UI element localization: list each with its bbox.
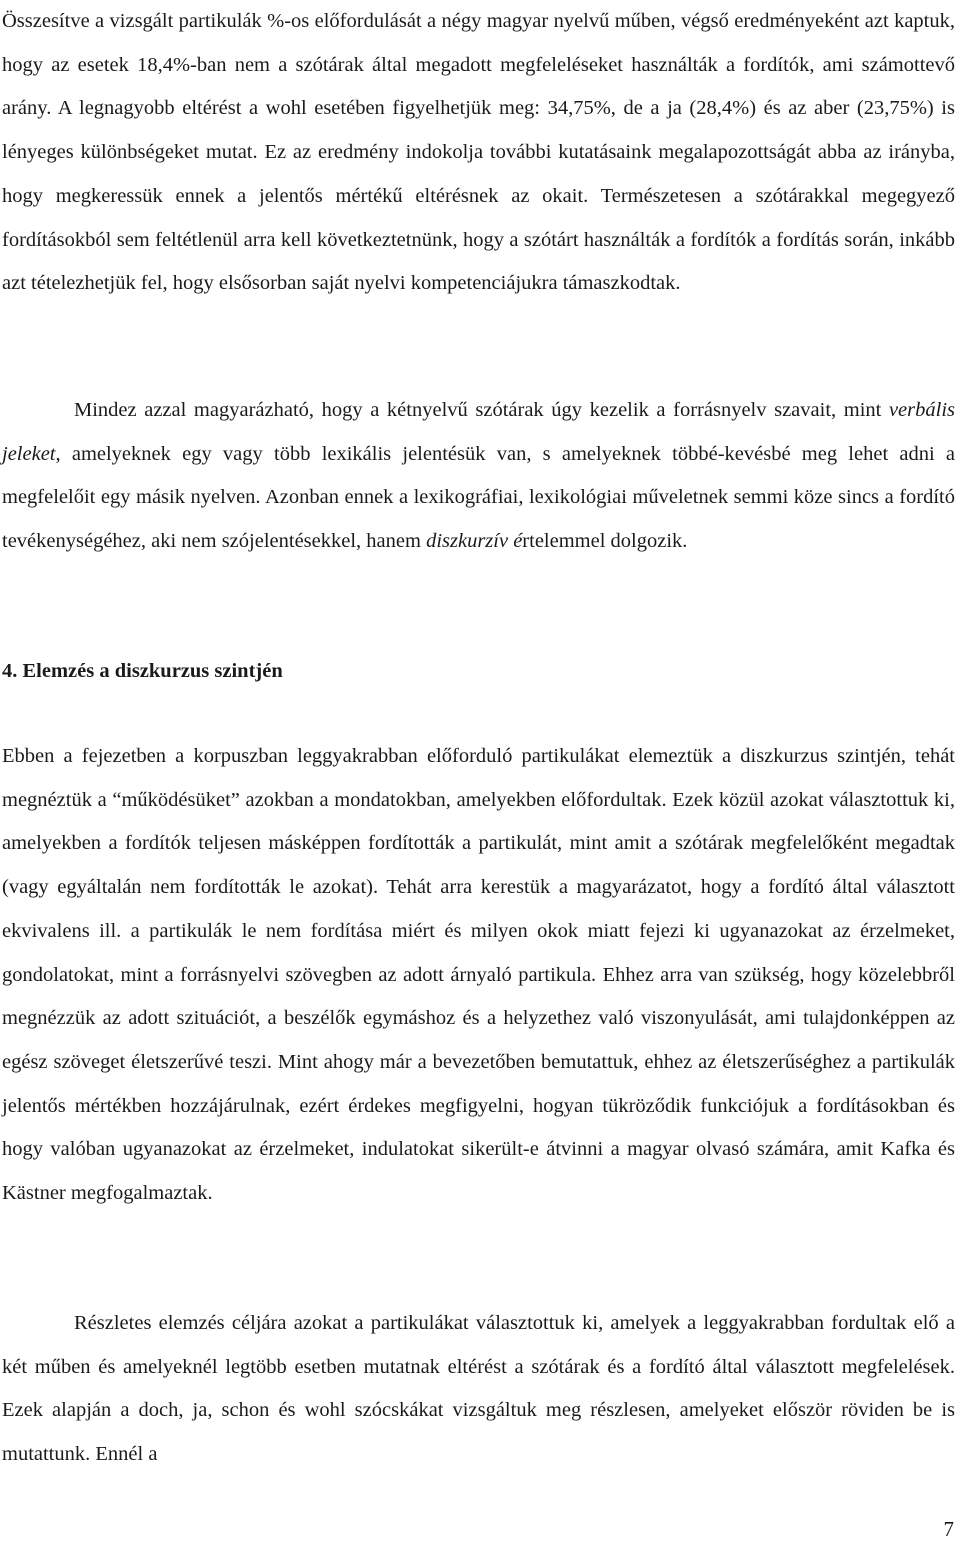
italic-term-discursive: diszkurzív é (426, 530, 523, 553)
section-heading: 4. Elemzés a diszkurzus szintjén (2, 660, 283, 682)
page-number: 7 (943, 1517, 954, 1541)
body-paragraph-summary: Összesítve a vizsgált partikulák %-os előfordulását a négy magyar nyelvű műben, végső eredményeként azt kaptuk, hogy az esetek 18,4%-ban nem a szótárak által megadott megfeleléseket használták a fordítók, ami számottevő arány. A legnagyobb eltérést a wohl esetében figyelhetjük meg: 34,75%, de a ja (28,4%) és az aber (23,75%) is lényeges különbségeket mutat. Ez az eredmény indokolja további kutatásaink megalapozottságát abba az irányba, hogy megkeressük ennek a jelentős mértékű eltérésnek az okait. Természetesen a szótárakkal megegyező fordításokból sem feltétlenül arra kell következtetnünk, hogy a szótárt használták a fordítók a fordítás során, inkább azt tételezhetjük fel, hogy elsősorban saját nyelvi kompetenciájukra támaszkodtak. (2, 10, 955, 295)
paragraph-text: rtelemmel dolgozik. (522, 530, 688, 553)
paragraph-text: Mindez azzal magyarázható, hogy a kétnyelvű szótárak úgy kezelik a forrásnyelv szavait, mint (74, 399, 889, 421)
italic-term-verbal-signs: verbális jeleket (2, 399, 955, 465)
body-paragraph-detailed-analysis: Részletes elemzés céljára azokat a partikulákat választottuk ki, amelyek a leggyakrabban fordultak elő a két műben és amelyeknél legtöbb esetben mutatnak eltérést a szótárak és a fordító által választott megfelelések. Ezek alapján a doch, ja, schon és wohl szócskákat vizsgáltuk meg részlesen, amelyeket először röviden be is mutattunk. Ennél a (2, 1312, 955, 1466)
paragraph-text: , amelyeknek egy vagy több lexikális jelentésük van, s amelyeknek többé-kevésbé meg lehet adni a megfelelőit egy másik nyelven. Azonban ennek a lexikográfiai, lexikológiai műveletnek semmi köze sincs a fordító tevékenységéhez, aki nem szójelentésekkel, hanem (2, 442, 955, 553)
body-paragraph-dictionaries (2, 389, 955, 564)
body-paragraph-discourse-analysis: Ebben a fejezetben a korpuszban leggyakrabban előforduló partikulákat elemeztük a diszkurzus szintjén, tehát megnéztük a “működésüket” azokban a mondatokban, amelyekben előfordultak. Ezek közül azokat választottuk ki, amelyekben a fordítók teljesen másképpen fordították a partikulát, mint amit a szótárak megfelelőként megadtak (vagy egyáltalán nem fordították le azokat). Tehát arra kerestük a magyarázatot, hogy a fordító által választott ekvivalens ill. a partikulák le nem fordítása miért és milyen okok miatt fejezi ki ugyanazokat az érzelmeket, gondolatokat, mint a forrásnyelvi szövegben az adott árnyaló partikula. Ehhez arra van szükség, hogy közelebbről megnézzük az adott szituációt, a beszélők egymáshoz és a helyzethez való viszonyulását, ami tulajdonképpen az egész szöveget életszerűvé teszi. Mint ahogy már a bevezetőben bemutattuk, ehhez az életszerűséghez a partikulák jelentős mértékben hozzájárulnak, ezért érdekes megfigyelni, hogyan tükröződik funkciójuk a fordításokban és hogy valóban ugyanazokat az érzelmeket, indulatokat sikerült-e átvinni a magyar olvasó számára, amit Kafka és Kästner megfogalmaztak. (2, 745, 955, 1205)
